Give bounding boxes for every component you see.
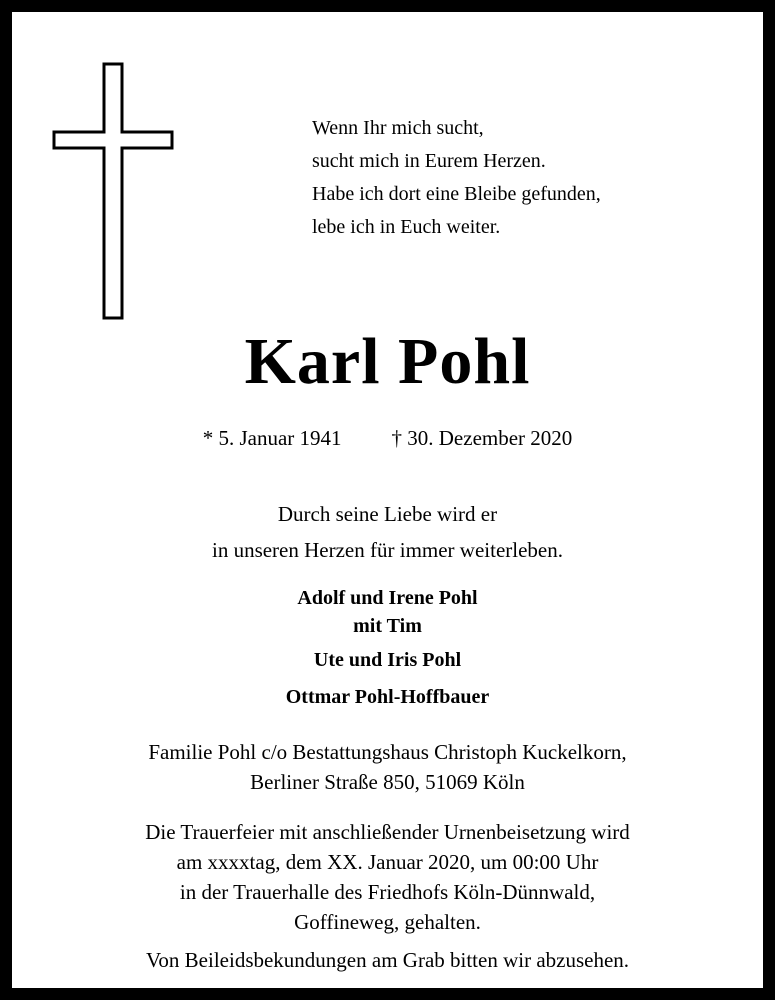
poem-line: sucht mich in Eurem Herzen. <box>312 150 546 172</box>
mourner-name: Ottmar Pohl-Hoffbauer <box>285 686 490 708</box>
closing-line: Von Beileidsbekundungen am Grab bitten wir abzusehen. <box>145 948 630 972</box>
life-dates <box>12 426 763 451</box>
poem-line: lebe ich in Euch weiter. <box>312 216 501 238</box>
ceremony-line: am xxxxtag, dem XX. Januar 2020, um 00:00 Uhr <box>176 850 599 874</box>
mourner-group <box>12 646 763 674</box>
mourner-name: Ute und Iris Pohl <box>313 649 462 671</box>
death-date: † 30. Dezember 2020 <box>391 426 573 450</box>
contact-address <box>12 737 763 797</box>
poem-line: Wenn Ihr mich sucht, <box>312 117 484 139</box>
motto-line: in unseren Herzen für immer weiterleben. <box>211 538 563 562</box>
mourner-group <box>12 683 763 711</box>
address-line: Berliner Straße 850, 51069 Köln <box>250 770 525 794</box>
motto-line: Durch seine Liebe wird er <box>277 502 498 526</box>
birth-date: * 5. Januar 1941 <box>202 426 342 450</box>
poem-line: Habe ich dort eine Bleibe gefunden, <box>312 183 601 205</box>
ceremony-line: Die Trauerfeier mit anschließender Urnenbeisetzung wird <box>145 820 630 844</box>
address-line: Familie Pohl c/o Bestattungshaus Christoph Kuckelkorn, <box>148 740 627 764</box>
motto <box>12 496 763 568</box>
mourner-name: mit Tim <box>353 615 422 637</box>
poem <box>312 112 601 244</box>
closing-note <box>12 945 763 975</box>
ceremony-line: Goffineweg, gehalten. <box>294 910 481 934</box>
deceased-name: Karl Pohl <box>244 325 531 398</box>
ceremony-line: in der Trauerhalle des Friedhofs Köln-Dünnwald, <box>179 880 596 904</box>
mourner-name: Adolf und Irene Pohl <box>297 587 478 609</box>
mourner-group <box>12 584 763 640</box>
ceremony-info <box>12 817 763 937</box>
cross-icon <box>52 62 174 320</box>
